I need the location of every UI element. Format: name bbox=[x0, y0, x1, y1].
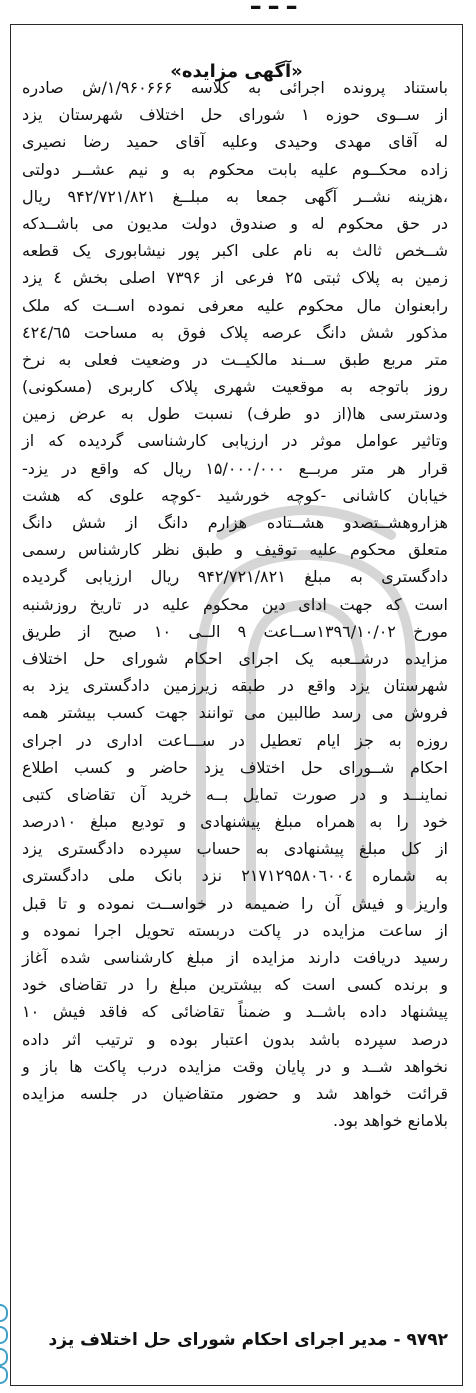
notice-line: شهرستان یزد واقع در طبقه زیرزمین دادگستری یزد به bbox=[22, 676, 448, 696]
notice-line: متعلق محکوم علیه توقیف و طبق نظر کارشناس رسمی bbox=[22, 540, 448, 560]
notice-signature: ۹۷۹۲ - مدیر اجرای احکام شورای حل اختلاف یزد bbox=[48, 1330, 448, 1350]
notice-line: و برنده کسی است که بیشترین مبلغ را در تقاضای خود bbox=[22, 975, 448, 995]
notice-line: دادگستری به مبلغ ۹۴۲/۷۲۱/۸۲۱ ریال ارزیابی گردیده bbox=[22, 567, 448, 587]
binding-edge-marks bbox=[0, 1300, 8, 1385]
notice-line: ،هزینه نشــر آگهی جمعا به مبلــغ ۹۴۲/۷۲۱/۸۲۱ ریال bbox=[22, 186, 448, 206]
notice-line: واریز و فیش آن را ضمیمه در خواســت نموده و تا قبل bbox=[22, 893, 448, 913]
notice-line: رابعنوان مال محکوم علیه معرفی نموده اســت که ملک bbox=[22, 295, 448, 315]
notice-line: باستناد پرونده اجرائی به کلاسه ۱/۹۶۰۶۶۶/ش صادره bbox=[22, 78, 449, 97]
notice-line: از کل مبلغ پیشنهادی به حساب سپرده دادگستری یزد bbox=[22, 839, 448, 859]
notice-body bbox=[22, 74, 448, 1134]
notice-line: وتاثیر عوامل موثر در ارزیابی کارشناسی گردیده که از bbox=[22, 431, 448, 451]
notice-line: زمین به پلاک ثبتی ۲۵ فرعی از ۷۳۹۶ اصلی بخش ٤ یزد bbox=[22, 268, 448, 288]
notice-line: است که جهت ادای دین محکوم علیه در تاریخ روزشنبه bbox=[22, 594, 448, 614]
notice-line: مذکور شش دانگ عرصه پلاک فوق به مساحت ٤۲٤/٦۵ bbox=[22, 322, 448, 342]
cutoff-text-fragment: ـ ـ ـ bbox=[251, 0, 296, 16]
notice-line: بلامانع خواهد بود. bbox=[333, 1111, 448, 1131]
notice-line: احکام شــورای حل اختلاف یزد حاضر و کسب اطلاع bbox=[22, 757, 448, 777]
notice-line: درصد سپرده باشد بدون اعتبار بوده و ترتیب اثر داده bbox=[22, 1029, 448, 1049]
notice-line: خود را به همراه مبلغ پیشنهادی و تودیع مبلغ ۱۰درصد bbox=[22, 812, 448, 832]
notice-line: نماینــد و در صورت تمایل بــه خرید آن تقاضای کتبی bbox=[22, 784, 448, 804]
notice-line: قرائت خواهد شد و حضور متقاضیان در جلسه مزایده bbox=[22, 1083, 448, 1103]
notice-line: فروش می رسد طالبین می توانند جهت کسب بیشتر همه bbox=[22, 703, 448, 723]
notice-line: ودسترسی ها(از دو طرف) نسبت طول به عرض زمین bbox=[22, 404, 448, 424]
notice-line: له آقای مهدی وحیدی وعلیه آقای حمید رضا نصیری bbox=[22, 132, 448, 152]
notice-line: متر مربع طبق ســند مالکیــت در وضعیت فعلی به نرخ bbox=[22, 349, 448, 369]
notice-line: به شماره ۲۱۷۱۲۹۵۸۰٦۰۰٤ نزد بانک ملی دادگستری bbox=[22, 866, 448, 886]
notice-line: رسید دریافت دارند مزایده از مبلغ کارشناسی شده آغاز bbox=[22, 948, 448, 967]
notice-line: مزایده درشــعبه یک اجرای احکام شورای حل اختلاف bbox=[22, 648, 448, 668]
notice-line: زاده محکــوم علیه بابت محکوم به و نیم عشــر دولتی bbox=[22, 159, 448, 179]
notice-line: پیشنهاد داده باشــد و ضمناً تقاضائی که فاقد فیش ۱۰ bbox=[22, 1002, 448, 1022]
notice-heading: «آگهی مزایده» bbox=[170, 61, 303, 82]
notice-line: از ساعت مزایده در پاکت دربسته تحویل اجرا نموده و bbox=[22, 920, 448, 940]
notice-line: خیابان کاشانی -کوچه خورشید -کوچه علوی که هشت bbox=[22, 485, 448, 505]
notice-line: قرار هر متر مربــع ۱۵/۰۰۰/۰۰۰ ریال که واقع در یزد- bbox=[22, 458, 449, 478]
notice-line: مورخ ۱۳۹٦/۱۰/۰۲ســاعت ۹ الــی ۱۰ صبح از طریق bbox=[22, 621, 449, 641]
notice-line: هزاروهشــتصدو هشــتاده هزارم دانگ از شش دانگ bbox=[22, 513, 448, 532]
previous-notice-cutoff bbox=[0, 0, 476, 20]
notice-line: روز باتوجه به موقعیت شهری پلاک کاربری (مسکونی) bbox=[22, 377, 448, 397]
notice-line: از ســوی حوزه ۱ شورای حل اختلاف شهرستان یزد bbox=[22, 105, 448, 125]
notice-line: در حق محکوم له و صندوق دولت مدیون می باشــدکه bbox=[22, 213, 448, 233]
notice-line: نخواهد شــد و در پایان وقت مزایده درب پاکت ها باز و bbox=[22, 1056, 448, 1076]
notice-line: شــخص ثالث به نام علی اکبر پور نیشابوری یک قطعه bbox=[22, 241, 448, 261]
notice-line: روزه به جز ایام تعطیل در ســـاعت اداری در اجرای bbox=[22, 730, 448, 750]
